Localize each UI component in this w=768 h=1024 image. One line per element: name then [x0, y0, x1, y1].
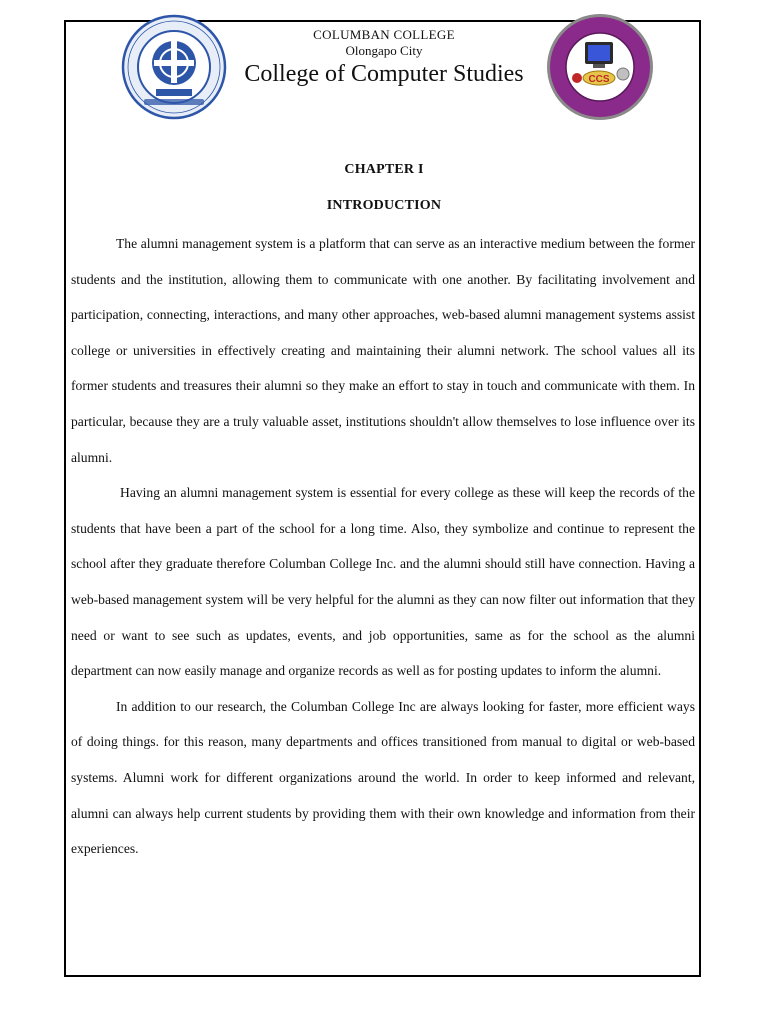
document-header: [0, 26, 768, 89]
institution-name: COLUMBAN COLLEGE: [313, 27, 455, 42]
body-paragraph: The alumni management system is a platform that can serve as an interactive medium between the former students and the institution, allowing them to communicate with one another. By facilitating involvement and participation, connecting, interactions, and many other approaches, web-based alumni management systems assist college or universities in effectively creating and maintaining their alumni network. The school values all its former students and treasures their alumni so they make an effort to stay in touch and communicate with them. In particular, because they are a truly valuable asset, institutions shouldn't allow themselves to lose influence over its alumni.: [71, 236, 695, 465]
body-paragraph: In addition to our research, the Columban College Inc are always looking for faster, more efficient ways of doing things. for this reason, many departments and offices transitioned from manual to digital or web-based systems. Alumni work for different organizations around the world. In order to keep informed and relevant, alumni can always help current students by providing them with their own knowledge and information from their experiences.: [71, 698, 695, 857]
department-name: College of Computer Studies: [244, 61, 524, 87]
body-paragraph: Having an alumni management system is essential for every college as these will keep the records of the students that have been a part of the school for a long time. Also, they symbolize and continue to represent the school after they graduate therefore Columban College Inc. and the alumni should still have connection. Having a web-based management system will be very helpful for the alumni as they can now filter out information that they need or want to see such as updates, events, and job opportunities, same as for the school as the alumni department can now easily manage and organize records as well as for posting updates to inform the alumni.: [71, 485, 695, 679]
document-body: [71, 226, 695, 867]
institution-city: Olongapo City: [345, 43, 423, 58]
chapter-heading: CHAPTER I: [344, 162, 424, 177]
section-heading: INTRODUCTION: [326, 198, 442, 213]
svg-text:CCS: CCS: [588, 74, 610, 85]
